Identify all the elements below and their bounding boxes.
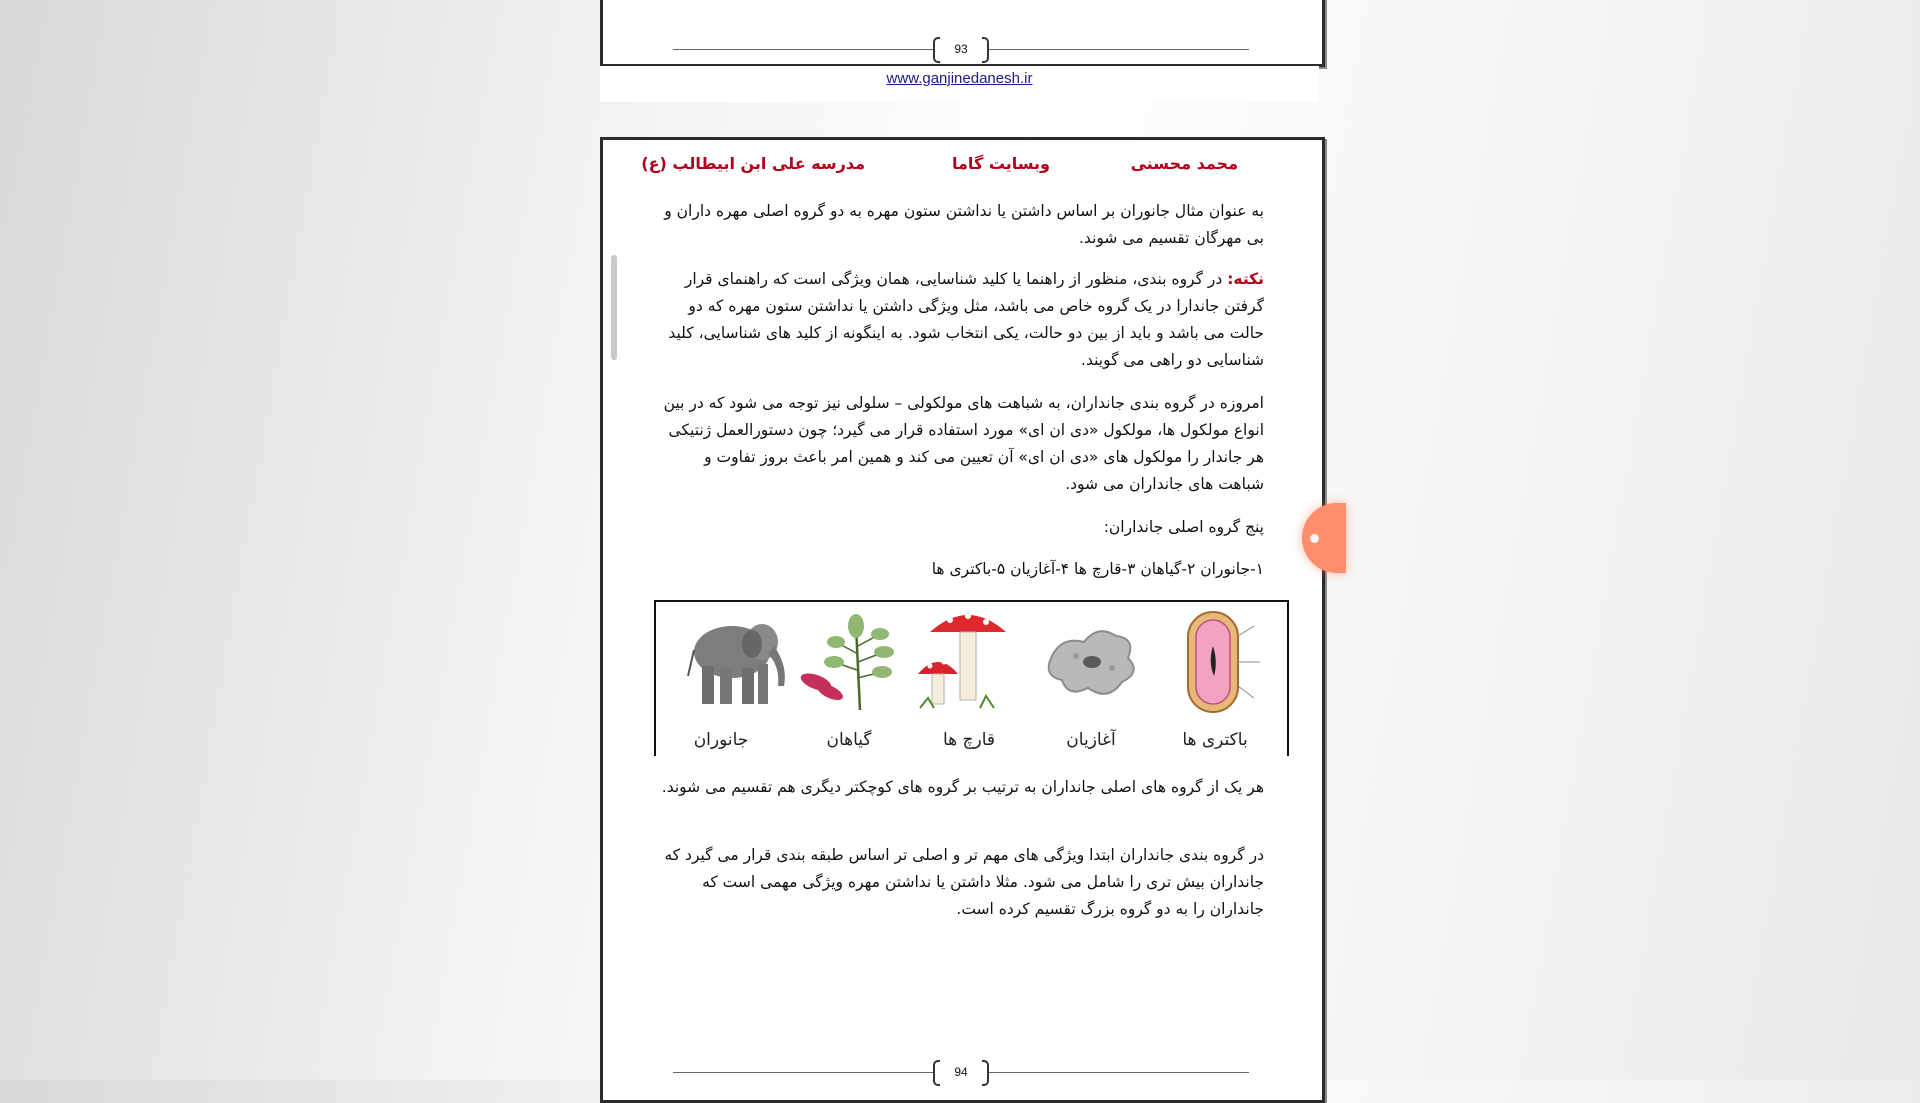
previous-page [600, 0, 1325, 67]
footer-line-left [673, 49, 933, 50]
header-school: مدرسه علی ابن ابیطالب (ع) [641, 154, 865, 173]
five-kingdoms-figure [654, 600, 1289, 756]
paragraph-1: به عنوان مثال جانوران بر اساس داشتن یا نداشتن ستون مهره به دو گروه اصلی مهره داران و بی مهرگان تقسیم می شوند. [664, 202, 1264, 247]
paragraph-6: هر یک از گروه های اصلی جانداران به ترتیب بر گروه های کوچکتر دیگری هم تقسیم می شوند. [661, 778, 1264, 796]
mushroom-icon [910, 606, 1028, 716]
page-number-94: 94 [933, 1060, 989, 1084]
current-page [600, 137, 1325, 1103]
label-animals: جانوران [693, 730, 749, 750]
label-plants: گیاهان [826, 730, 872, 750]
figure-cell-protists [1032, 606, 1150, 754]
label-bacteria: باکتری ها [1182, 730, 1248, 750]
footer-line-right [989, 1072, 1249, 1073]
header-author: محمد محسنی [1130, 154, 1238, 173]
elephant-icon [662, 606, 790, 716]
label-fungi: قارچ ها [942, 730, 996, 750]
note-label: نکته: [1227, 270, 1264, 288]
plant-icon [790, 606, 908, 716]
paragraph-5: ۱-جانوران ۲-گیاهان ۳-قارچ ها ۴-آغازیان ۵-باکتری ها [931, 560, 1264, 578]
website-link[interactable]: www.ganjinedanesh.ir [886, 70, 1033, 87]
footer-line-right [989, 49, 1249, 50]
bacterium-icon [1156, 606, 1274, 716]
figure-cell-animals [662, 606, 780, 754]
paragraph-7: در گروه بندی جانداران ابتدا ویژگی های مهم تر و اصلی تر اساس طبقه بندی قرار می گیرد که جانداران بیش تری را شامل می شود. مثلا داشتن یا نداشتن مهره ویژگی مهمی است که جانداران را به دو گروه بزرگ تقسیم کرده است. [664, 846, 1264, 918]
header-website: وبسایت گاما [952, 154, 1050, 173]
figure-cell-plants [790, 606, 908, 754]
figure-cell-fungi [910, 606, 1028, 754]
amoeba-icon [1032, 606, 1150, 716]
paragraph-3: امروزه در گروه بندی جانداران، به شباهت های مولکولی – سلولی نیز توجه می شود که در بین انواع مولکول ها، مولکول «دی ان ای» مورد استفاده قرار می گیرد؛ چون دستورالعمل ژنتیکی هر جاندار را مولکول های «دی ان ای» آن تعیین می کند و همین امر باعث بروز تفاوت و شباهت های جانداران می شود. [663, 394, 1264, 493]
scrollbar-thumb[interactable] [611, 255, 617, 360]
note-text: در گروه بندی، منظور از راهنما یا کلید شناسایی، همان ویژگی است که راهنمای قرار گرفتن جاندارا در یک گروه خاص می باشد، مثل ویژگی داشتن یا نداشتن ستون مهره که دو حالت می باشد و باید از بین دو حالت، یکی انتخاب شود. به اینگونه از کلید های شناسایی، کلید شناسایی دو راهی می گویند. [668, 270, 1264, 369]
dot-icon [1310, 534, 1319, 543]
url-strip [600, 66, 1319, 102]
paragraph-4: پنج گروه اصلی جانداران: [1103, 518, 1264, 536]
page-number-93: 93 [933, 37, 989, 61]
paragraph-note [654, 266, 1264, 374]
footer-line-left [673, 1072, 933, 1073]
label-protists: آغازیان [1066, 730, 1116, 750]
figure-cell-bacteria [1156, 606, 1274, 754]
